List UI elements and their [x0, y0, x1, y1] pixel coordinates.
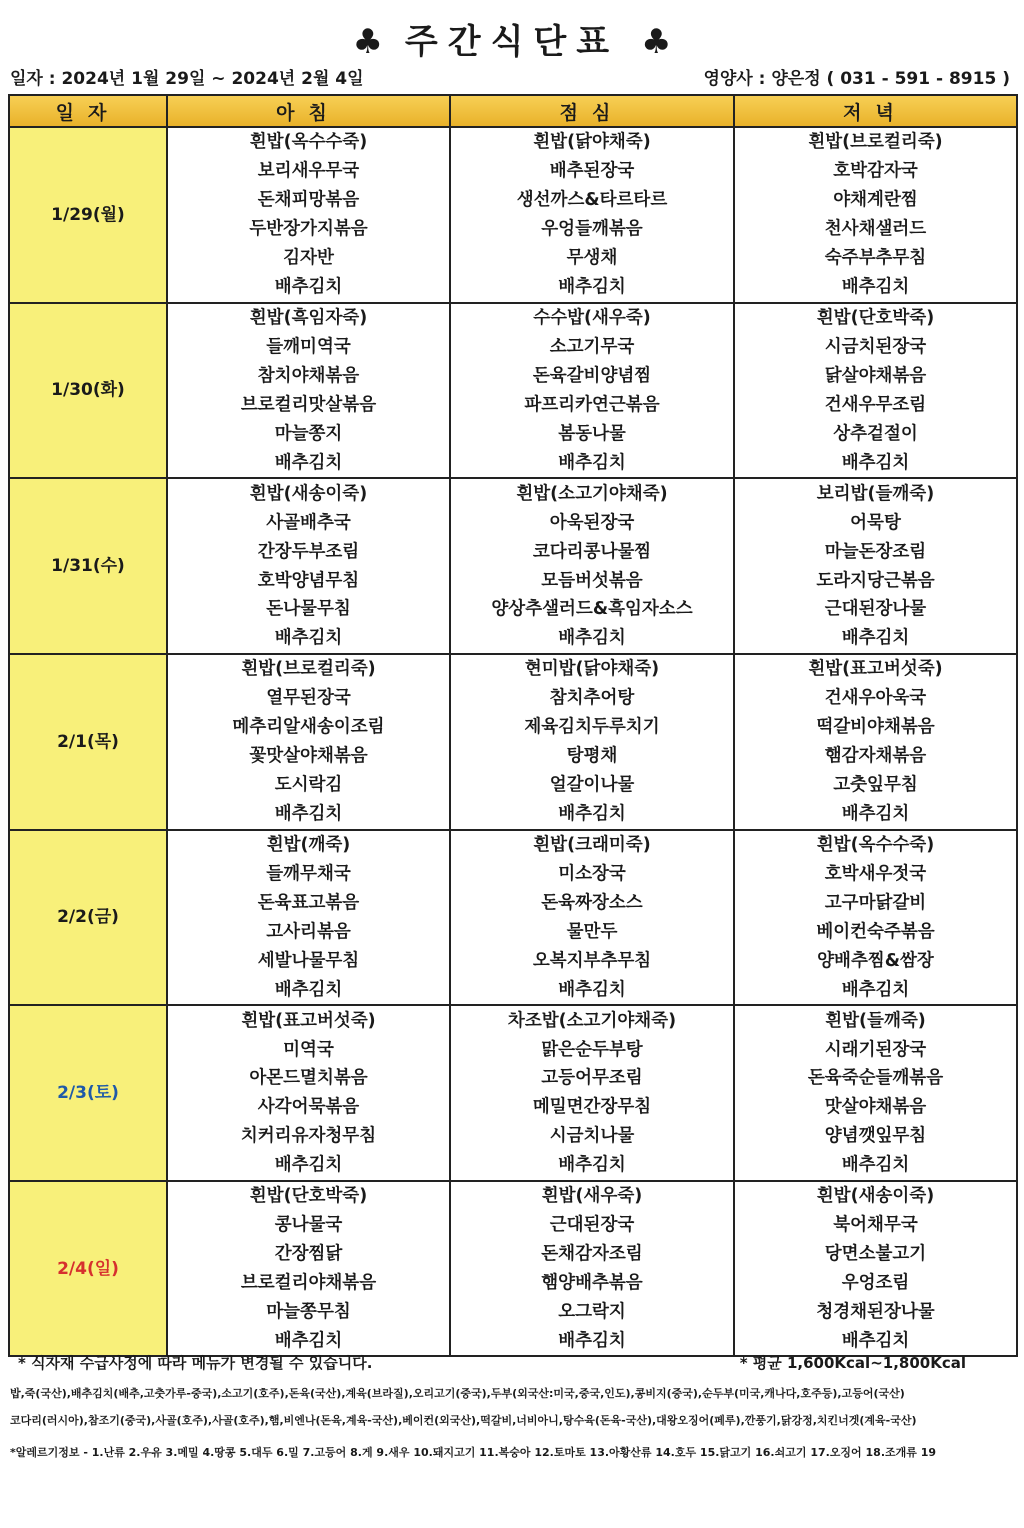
lunch-item: 오그락지 [450, 1298, 734, 1327]
lunch-item: 배추김치 [450, 624, 734, 654]
lunch-item: 돈채감자조림 [450, 1240, 734, 1269]
dinner-item: 흰밥(새송이죽) [734, 1181, 1017, 1211]
dinner-item: 배추김치 [734, 1326, 1017, 1356]
change-notice: * 식자재 수급사정에 따라 메뉴가 변경될 수 있습니다. [18, 1354, 373, 1372]
origin-info-line-1: 밥,죽(국산),배추김치(배추,고춧가루-중국),소고기(호주),돈육(국산),계육(브라질),오리고기(중국),두부(외국산:미국,중국,인도),콩비지(중국),순두부(미국,캐나다,호주등),고등어(국산) [10, 1387, 905, 1400]
lunch-item: 모듬버섯볶음 [450, 566, 734, 595]
dinner-item: 어묵탕 [734, 508, 1017, 537]
dinner-item: 고구마닭갈비 [734, 888, 1017, 917]
lunch-item: 흰밥(새우죽) [450, 1181, 734, 1211]
menu-row [9, 830, 1017, 860]
dinner-item: 흰밥(브로컬리죽) [734, 127, 1017, 157]
menu-row [9, 303, 1017, 333]
dinner-item: 햄감자채볶음 [734, 742, 1017, 771]
dinner-item: 북어채무국 [734, 1211, 1017, 1240]
breakfast-item: 콩나물국 [167, 1211, 450, 1240]
lunch-item: 양상추샐러드&흑임자소스 [450, 595, 734, 624]
menu-row [9, 654, 1017, 684]
breakfast-item: 마늘쫑무침 [167, 1298, 450, 1327]
breakfast-item: 흰밥(옥수수죽) [167, 127, 450, 157]
breakfast-item: 메추리알새송이조림 [167, 713, 450, 742]
lunch-item: 물만두 [450, 917, 734, 946]
lunch-item: 소고기무국 [450, 333, 734, 362]
date-cell: 1/29(월) [9, 127, 167, 303]
lunch-item: 봄동나물 [450, 419, 734, 448]
dinner-item: 도라지당근볶음 [734, 566, 1017, 595]
breakfast-item: 세발나물무침 [167, 946, 450, 975]
menu-body [9, 127, 1017, 1356]
lunch-item: 맑은순두부탕 [450, 1035, 734, 1064]
club-icon: ♣ [640, 22, 672, 62]
breakfast-item: 고사리볶음 [167, 917, 450, 946]
menu-row [9, 1181, 1017, 1211]
dinner-item: 양배추찜&쌈장 [734, 946, 1017, 975]
date-range: 일자 : 2024년 1월 29일 ~ 2024년 2월 4일 [10, 69, 364, 89]
dinner-item: 야채계란찜 [734, 186, 1017, 215]
dinner-item: 천사채샐러드 [734, 215, 1017, 244]
breakfast-item: 브로컬리맛살볶음 [167, 390, 450, 419]
dinner-item: 베이컨숙주볶음 [734, 917, 1017, 946]
dinner-item: 청경채된장나물 [734, 1298, 1017, 1327]
lunch-item: 참치추어탕 [450, 684, 734, 713]
breakfast-item: 흰밥(브로컬리죽) [167, 654, 450, 684]
lunch-item: 햄양배추볶음 [450, 1269, 734, 1298]
lunch-item: 오복지부추무침 [450, 946, 734, 975]
page-title [0, 14, 1024, 62]
dinner-item: 시금치된장국 [734, 333, 1017, 362]
lunch-item: 배추김치 [450, 448, 734, 478]
calorie-info: * 평균 1,600Kcal~1,800Kcal [739, 1354, 966, 1372]
lunch-item: 돈육갈비양념찜 [450, 362, 734, 391]
dinner-item: 떡갈비야채볶음 [734, 713, 1017, 742]
subheader [10, 64, 1010, 90]
breakfast-item: 보리새우무국 [167, 157, 450, 186]
lunch-item: 배추김치 [450, 273, 734, 303]
header-breakfast: 아침 [167, 95, 450, 127]
dinner-item: 당면소불고기 [734, 1240, 1017, 1269]
breakfast-item: 열무된장국 [167, 684, 450, 713]
allergy-info: *알레르기정보 - 1.난류 2.우유 3.메밀 4.땅콩 5.대두 6.밀 7.고등어 8.게 9.새우 10.돼지고기 11.복숭아 12.토마토 13.아황산류 14.호두 15.닭고기 16.쇠고기 17.오징어 18.조개류 19 [10, 1446, 937, 1459]
date-cell: 2/2(금) [9, 830, 167, 1006]
breakfast-item: 마늘쫑지 [167, 419, 450, 448]
breakfast-item: 배추김치 [167, 1151, 450, 1181]
dinner-item: 흰밥(단호박죽) [734, 303, 1017, 333]
dinner-item: 상추겉절이 [734, 419, 1017, 448]
dinner-item: 배추김치 [734, 1151, 1017, 1181]
lunch-item: 수수밥(새우죽) [450, 303, 734, 333]
date-cell: 2/3(토) [9, 1005, 167, 1181]
club-icon: ♣ [352, 22, 384, 62]
breakfast-item: 호박양념무침 [167, 566, 450, 595]
header-lunch: 점심 [450, 95, 734, 127]
breakfast-item: 배추김치 [167, 273, 450, 303]
lunch-item: 흰밥(크래미죽) [450, 830, 734, 860]
dinner-item: 배추김치 [734, 448, 1017, 478]
dinner-item: 흰밥(표고버섯죽) [734, 654, 1017, 684]
date-cell: 2/4(일) [9, 1181, 167, 1357]
breakfast-item: 아몬드멸치볶음 [167, 1064, 450, 1093]
header-date: 일자 [9, 95, 167, 127]
menu-row [9, 1005, 1017, 1035]
breakfast-item: 꽃맛살야채볶음 [167, 742, 450, 771]
dinner-item: 배추김치 [734, 273, 1017, 303]
breakfast-item: 들깨미역국 [167, 333, 450, 362]
lunch-item: 우엉들깨볶음 [450, 215, 734, 244]
breakfast-item: 흰밥(깨죽) [167, 830, 450, 860]
breakfast-item: 돈나물무침 [167, 595, 450, 624]
breakfast-item: 배추김치 [167, 448, 450, 478]
dinner-item: 건새우아욱국 [734, 684, 1017, 713]
lunch-item: 배추김치 [450, 975, 734, 1005]
lunch-item: 배추된장국 [450, 157, 734, 186]
breakfast-item: 배추김치 [167, 624, 450, 654]
lunch-item: 아욱된장국 [450, 508, 734, 537]
lunch-item: 생선까스&타르타르 [450, 186, 734, 215]
dinner-item: 흰밥(들깨죽) [734, 1005, 1017, 1035]
lunch-item: 현미밥(닭야채죽) [450, 654, 734, 684]
menu-row [9, 478, 1017, 508]
lunch-item: 시금치나물 [450, 1122, 734, 1151]
lunch-item: 미소장국 [450, 859, 734, 888]
breakfast-item: 미역국 [167, 1035, 450, 1064]
origin-info-line-2: 코다리(러시아),참조기(중국),사골(호주),사골(호주),햄,비엔나(돈육,계육-국산),베이컨(외국산),떡갈비,너비아니,탕수육(돈육-국산),대왕오징어(페루),깐풍기,닭강정,치킨너겟(계육-국산) [10, 1414, 917, 1427]
lunch-item: 탕평채 [450, 742, 734, 771]
table-header-row [9, 95, 1017, 127]
lunch-item: 고등어무조림 [450, 1064, 734, 1093]
header-dinner: 저녁 [734, 95, 1017, 127]
menu-row [9, 127, 1017, 157]
breakfast-item: 사골배추국 [167, 508, 450, 537]
lunch-item: 배추김치 [450, 1326, 734, 1356]
notes-row [10, 1352, 1016, 1372]
dietitian-info: 영양사 : 양은정 ( 031 - 591 - 8915 ) [703, 69, 1010, 89]
breakfast-item: 간장두부조림 [167, 537, 450, 566]
dinner-item: 시래기된장국 [734, 1035, 1017, 1064]
dinner-item: 근대된장나물 [734, 595, 1017, 624]
dinner-item: 배추김치 [734, 624, 1017, 654]
dinner-item: 양념깻잎무침 [734, 1122, 1017, 1151]
lunch-item: 흰밥(소고기야채죽) [450, 478, 734, 508]
dinner-item: 마늘돈장조림 [734, 537, 1017, 566]
lunch-item: 근대된장국 [450, 1211, 734, 1240]
dinner-item: 건새우무조림 [734, 390, 1017, 419]
breakfast-item: 돈육표고볶음 [167, 888, 450, 917]
lunch-item: 배추김치 [450, 800, 734, 830]
lunch-item: 흰밥(닭야채죽) [450, 127, 734, 157]
breakfast-item: 흰밥(표고버섯죽) [167, 1005, 450, 1035]
breakfast-item: 흰밥(단호박죽) [167, 1181, 450, 1211]
lunch-item: 배추김치 [450, 1151, 734, 1181]
dinner-item: 배추김치 [734, 800, 1017, 830]
dinner-item: 맛살야채볶음 [734, 1093, 1017, 1122]
breakfast-item: 흰밥(흑임자죽) [167, 303, 450, 333]
lunch-item: 코다리콩나물찜 [450, 537, 734, 566]
dinner-item: 숙주부추무침 [734, 244, 1017, 273]
breakfast-item: 배추김치 [167, 975, 450, 1005]
dinner-item: 닭살야채볶음 [734, 362, 1017, 391]
date-cell: 1/30(화) [9, 303, 167, 479]
lunch-item: 차조밥(소고기야채죽) [450, 1005, 734, 1035]
breakfast-item: 도시락김 [167, 771, 450, 800]
breakfast-item: 간장찜닭 [167, 1240, 450, 1269]
lunch-item: 얼갈이나물 [450, 771, 734, 800]
date-cell: 2/1(목) [9, 654, 167, 830]
breakfast-item: 배추김치 [167, 800, 450, 830]
breakfast-item: 김자반 [167, 244, 450, 273]
dinner-item: 보리밥(들깨죽) [734, 478, 1017, 508]
dinner-item: 호박감자국 [734, 157, 1017, 186]
weekly-menu-table [8, 94, 1018, 1357]
lunch-item: 메밀면간장무침 [450, 1093, 734, 1122]
dinner-item: 우엉조림 [734, 1269, 1017, 1298]
date-cell: 1/31(수) [9, 478, 167, 654]
breakfast-item: 두반장가지볶음 [167, 215, 450, 244]
breakfast-item: 브로컬리야채볶음 [167, 1269, 450, 1298]
breakfast-item: 들깨무채국 [167, 859, 450, 888]
breakfast-item: 사각어묵볶음 [167, 1093, 450, 1122]
lunch-item: 제육김치두루치기 [450, 713, 734, 742]
title-text: 주간식단표 [404, 22, 620, 62]
breakfast-item: 흰밥(새송이죽) [167, 478, 450, 508]
dinner-item: 호박새우젓국 [734, 859, 1017, 888]
breakfast-item: 배추김치 [167, 1326, 450, 1356]
breakfast-item: 치커리유자청무침 [167, 1122, 450, 1151]
breakfast-item: 참치야채볶음 [167, 362, 450, 391]
lunch-item: 돈육짜장소스 [450, 888, 734, 917]
lunch-item: 파프리카연근볶음 [450, 390, 734, 419]
dinner-item: 흰밥(옥수수죽) [734, 830, 1017, 860]
lunch-item: 무생채 [450, 244, 734, 273]
dinner-item: 돈육죽순들깨볶음 [734, 1064, 1017, 1093]
dinner-item: 고춧잎무침 [734, 771, 1017, 800]
dinner-item: 배추김치 [734, 975, 1017, 1005]
breakfast-item: 돈채피망볶음 [167, 186, 450, 215]
